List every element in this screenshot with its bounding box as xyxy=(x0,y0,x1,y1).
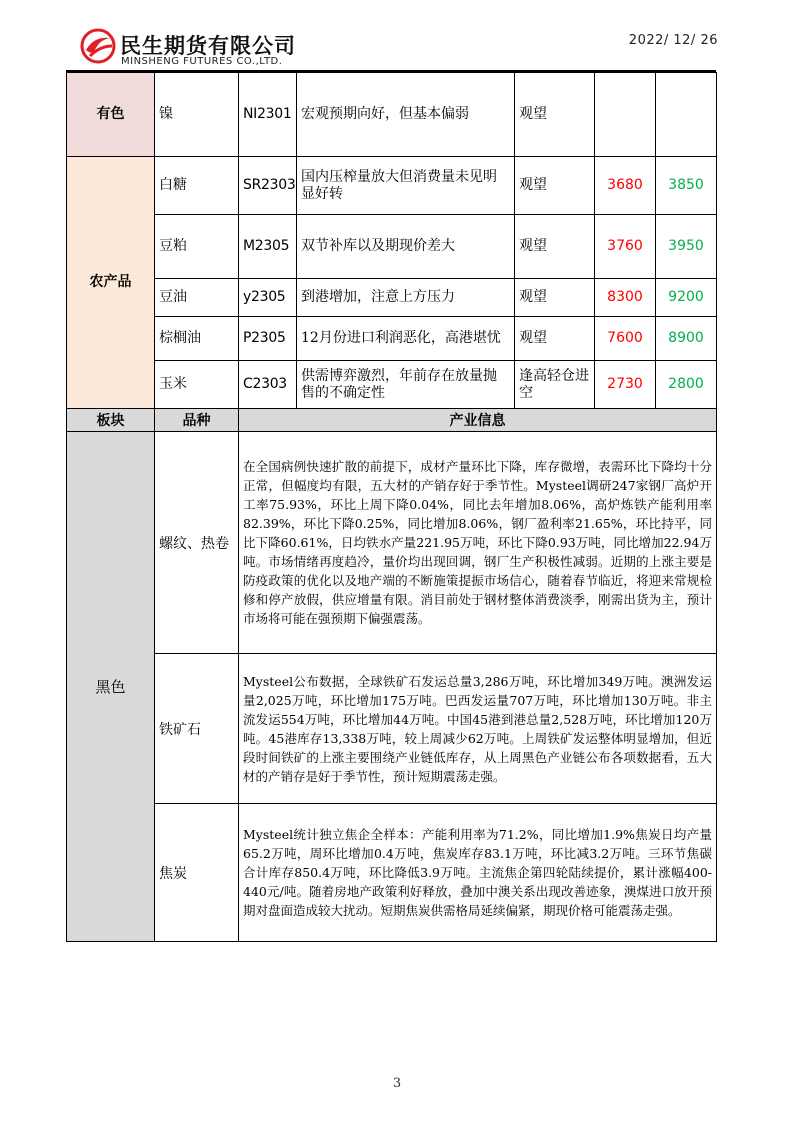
sector-agri: 农产品 xyxy=(67,157,155,409)
table-row xyxy=(67,73,717,157)
sector-black: 黑色 xyxy=(67,432,155,942)
contract-code: M2305 xyxy=(239,215,297,279)
table-row xyxy=(67,157,717,215)
reason-text: 国内压榨量放大但消费量未见明显好转 xyxy=(297,157,515,215)
contract-code: NI2301 xyxy=(239,73,297,157)
reason-text: 宏观预期向好，但基本偏弱 xyxy=(297,73,515,157)
variety-name: 白糖 xyxy=(155,157,239,215)
info-text: Mysteel公布数据，全球铁矿石发运总量3,286万吨，环比增加349万吨。澳洲发运量2,025万吨，环比增加175万吨。巴西发运量707万吨，环比增加130万吨。非主流发运554万吨，环比增加44万吨。中国45港到港总量2,528万吨，环比增加120万吨。45港库存13,338万吨，较上周减少62万吨。上周铁矿发运整体明显增加，但近段时间铁矿的上涨主要围绕产业链低库存，从上周黑色产业链公布各项数据看，五大材的产销存是好于季节性，预计短期震荡走强。 xyxy=(239,654,717,804)
view-text: 观望 xyxy=(515,157,595,215)
header-info: 产业信息 xyxy=(239,409,717,432)
view-text: 观望 xyxy=(515,215,595,279)
price-view-table xyxy=(66,72,717,409)
low-price xyxy=(595,73,656,157)
low-price: 3760 xyxy=(595,215,656,279)
high-price xyxy=(656,73,717,157)
high-price: 3850 xyxy=(656,157,717,215)
variety-name: 豆油 xyxy=(155,279,239,317)
contract-code: y2305 xyxy=(239,279,297,317)
reason-text: 到港增加，注意上方压力 xyxy=(297,279,515,317)
high-price: 9200 xyxy=(656,279,717,317)
report-date: 2022/ 12/ 26 xyxy=(628,33,718,48)
variety-name: 螺纹、热卷 xyxy=(155,432,239,654)
company-name-en: MINSHENG FUTURES CO.,LTD. xyxy=(121,56,283,67)
high-price: 8900 xyxy=(656,317,717,361)
contract-code: C2303 xyxy=(239,361,297,409)
header-variety: 品种 xyxy=(155,409,239,432)
sector-nonferrous: 有色 xyxy=(67,73,155,157)
company-name-cn: 民生期货有限公司 xyxy=(120,34,296,58)
table-row xyxy=(67,215,717,279)
reason-text: 供需博弈激烈，年前存在放量抛售的不确定性 xyxy=(297,361,515,409)
table-row xyxy=(67,804,717,942)
minsheng-logo-icon xyxy=(80,28,116,64)
table-row xyxy=(67,432,717,654)
table-row xyxy=(67,654,717,804)
industry-info-table xyxy=(66,408,717,942)
page-header xyxy=(0,0,794,72)
info-text: Mysteel统计独立焦企全样本：产能利用率为71.2%，同比增加1.9%焦炭日均产量65.2万吨，周环比增加0.4万吨，焦炭库存83.1万吨，环比减3.2万吨。三环节焦碳合计库存850.4万吨，环比降低3.9万吨。主流焦企第四轮陆续提价，累计涨幅400-440元/吨。随着房地产政策利好释放，叠加中澳关系出现改善迹象，澳煤进口放开预期对盘面造成较大扰动。短期焦炭供需格局延续偏紧，期现价格可能震荡走强。 xyxy=(239,804,717,942)
table-header-row xyxy=(67,409,717,432)
high-price: 3950 xyxy=(656,215,717,279)
low-price: 3680 xyxy=(595,157,656,215)
table-row xyxy=(67,361,717,409)
high-price: 2800 xyxy=(656,361,717,409)
contract-code: P2305 xyxy=(239,317,297,361)
view-text: 逢高轻仓进空 xyxy=(515,361,595,409)
table-row xyxy=(67,279,717,317)
low-price: 8300 xyxy=(595,279,656,317)
variety-name: 棕榈油 xyxy=(155,317,239,361)
table-row xyxy=(67,317,717,361)
variety-name: 铁矿石 xyxy=(155,654,239,804)
variety-name: 豆粕 xyxy=(155,215,239,279)
variety-name: 玉米 xyxy=(155,361,239,409)
view-text: 观望 xyxy=(515,279,595,317)
view-text: 观望 xyxy=(515,317,595,361)
variety-name: 镍 xyxy=(155,73,239,157)
header-sector: 板块 xyxy=(67,409,155,432)
variety-name: 焦炭 xyxy=(155,804,239,942)
low-price: 7600 xyxy=(595,317,656,361)
reason-text: 双节补库以及期现价差大 xyxy=(297,215,515,279)
contract-code: SR2303 xyxy=(239,157,297,215)
info-text: 在全国病例快速扩散的前提下，成材产量环比下降，库存微增，表需环比下降均十分正常，但幅度均有限，五大材的产销存好于季节性。Mysteel调研247家钢厂高炉开工率75.93%，环比上周下降0.04%，同比去年增加8.06%，高炉炼铁产能利用率82.39%，环比下降0.25%，同比增加8.06%，钢厂盈利率21.65%，环比持平，同比下降60.61%，日均铁水产量221.95万吨，环比下降0.93万吨，同比增加22.94万吨。市场情绪再度趋冷，量价均出现回调，钢厂生产积极性减弱。近期的上涨主要是防疫政策的优化以及地产端的不断施策提振市场信心，随着春节临近，将迎来常规检修和停产放假，供应增量有限。消目前处于钢材整体消费淡季，刚需出货为主，预计市场将可能在强预期下偏强震荡。 xyxy=(239,432,717,654)
page-number: 3 xyxy=(392,1076,402,1091)
view-text: 观望 xyxy=(515,73,595,157)
low-price: 2730 xyxy=(595,361,656,409)
reason-text: 12月份进口利润恶化，高港堪忧 xyxy=(297,317,515,361)
